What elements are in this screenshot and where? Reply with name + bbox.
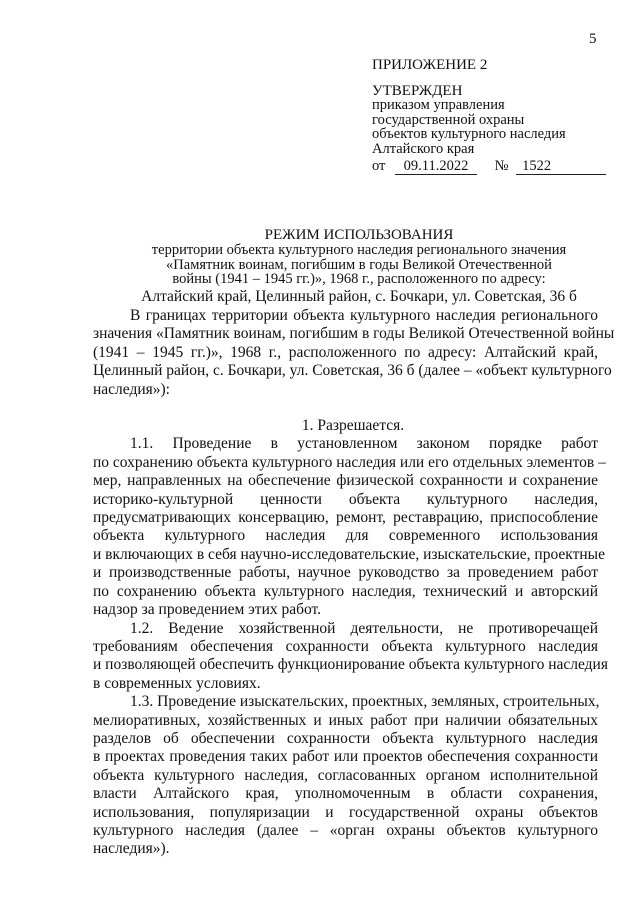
intro-paragraph xyxy=(93,307,615,399)
approval-line: объектов культурного наследия xyxy=(372,126,566,142)
text-line: историко-культурной ценности объекта культурного наследия, xyxy=(93,490,598,508)
order-date-line xyxy=(372,159,606,175)
text-line: и производственные работы, научное руководство за проведением работ xyxy=(93,564,598,582)
text-line: по сохранению объекта культурного наследия, технический и авторский xyxy=(93,582,598,600)
text-line: разделов об обеспечении сохранности объекта культурного наследия xyxy=(93,729,598,747)
document-title xyxy=(80,228,638,304)
approval-block xyxy=(372,58,606,175)
text-line: наследия»): xyxy=(93,380,170,398)
text-line: мер, направленных на обеспечение физической сохранности и сохранение xyxy=(93,472,598,490)
clause-1-1 xyxy=(93,435,606,619)
text-line: наследия»). xyxy=(93,840,170,858)
text-line: в современных условиях. xyxy=(93,674,261,692)
text-line: надзор за проведением этих работ. xyxy=(93,601,322,619)
order-date: 09.11.2022 xyxy=(395,159,477,175)
approval-line: приказом управления xyxy=(372,97,505,113)
text-line: и позволяющей обеспечить функционирование объекта культурного наследия xyxy=(93,656,608,674)
text-line: по сохранению объекта культурного наследия или его отдельных элементов – xyxy=(93,453,606,471)
appendix-heading: ПРИЛОЖЕНИЕ 2 xyxy=(372,57,488,73)
text-line: 1.1. Проведение в установленном законом порядке работ xyxy=(130,435,598,453)
text-line: мелиоративных, хозяйственных и иных работ при наличии обязательных xyxy=(93,711,598,729)
approval-line: Алтайского края xyxy=(372,140,475,157)
section-heading: 1. Разрешается. xyxy=(301,417,405,435)
text-line: (1941 – 1945 гг.)», 1968 г., расположенного по адресу: Алтайский край, xyxy=(93,343,598,361)
clause-1-3 xyxy=(93,693,598,859)
text-line: использования, популяризации и государственной охраны объектов xyxy=(93,803,598,821)
title-line: «Памятник воинам, погибшим в годы Великой Отечественной xyxy=(166,256,552,273)
text-line: культурного наследия (далее – «орган охраны объектов культурного xyxy=(93,821,598,839)
approval-line: государственной охраны xyxy=(372,111,525,128)
text-line: и включающих в себя научно-исследовательские, изыскательские, проектные xyxy=(93,545,605,563)
title-line: территории объекта культурного наследия регионального значения xyxy=(151,242,567,259)
text-line: объекта культурного наследия, согласованных органом исполнительной xyxy=(93,766,598,784)
text-line: предусматривающих консервацию, ремонт, реставрацию, приспособление xyxy=(93,509,598,527)
text-line: В границах территории объекта культурного наследия регионального xyxy=(130,307,598,324)
title-heading: РЕЖИМ ИСПОЛЬЗОВАНИЯ xyxy=(264,227,454,243)
text-line: объекта культурного наследия для современного использования xyxy=(93,527,598,545)
clause-1-2 xyxy=(93,619,608,694)
title-line: войны (1941 – 1945 гг.)», 1968 г., расположенного по адресу: xyxy=(172,271,546,288)
document-body xyxy=(93,307,615,859)
number-sign: № xyxy=(494,158,509,174)
text-line: Целинный район, с. Бочкари, ул. Советская, 36 б (далее – «объект культурного xyxy=(93,362,612,380)
text-line: требованиям обеспечения сохранности объекта культурного наследия xyxy=(93,637,598,655)
page-number: 5 xyxy=(589,31,597,47)
text-line: 1.2. Ведение хозяйственной деятельности, не противоречащей xyxy=(130,619,598,637)
text-line: 1.3. Проведение изыскательских, проектных, земляных, строительных, xyxy=(130,693,600,711)
text-line: в проектах проведения таких работ или проектов обеспечения сохранности xyxy=(93,748,598,766)
date-prefix: от xyxy=(372,158,386,174)
approved-label: УТВЕРЖДЕН xyxy=(372,82,463,99)
text-line: значения «Памятник воинам, погибшим в годы Великой Отечественной войны xyxy=(93,325,615,343)
title-line: Алтайский край, Целинный район, с. Бочкари, ул. Советская, 36 б xyxy=(141,287,577,305)
order-number: 1522 xyxy=(516,159,606,175)
text-line: власти Алтайского края, уполномоченным в области сохранения, xyxy=(93,785,598,803)
